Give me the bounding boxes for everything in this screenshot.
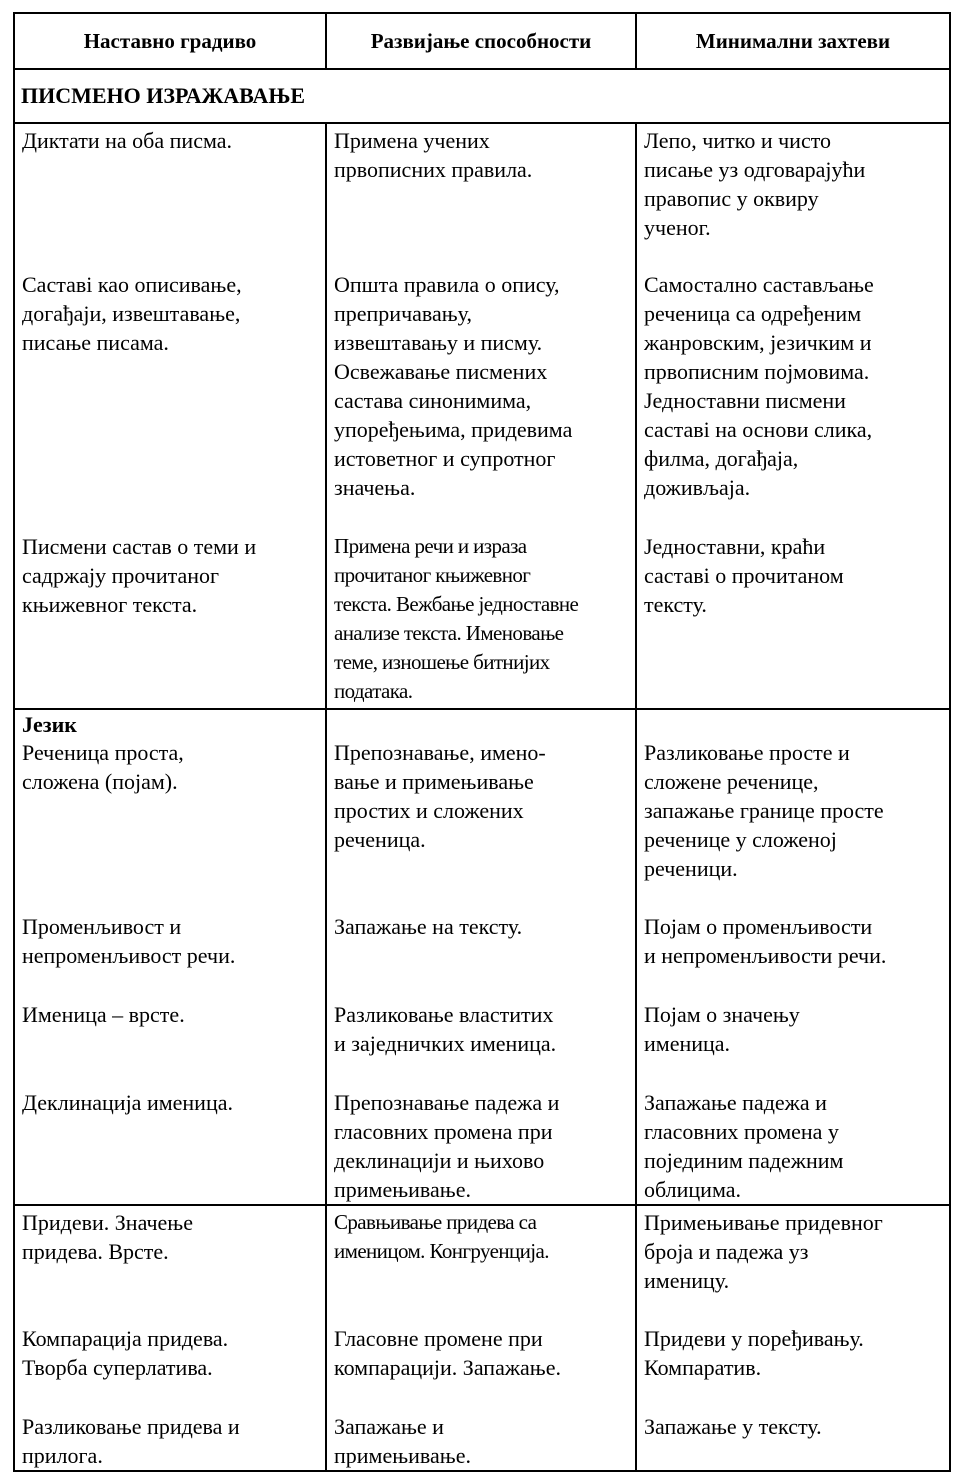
list-item: Препознавање, имено- вање и примењивање простих и сложених реченица. (334, 740, 546, 852)
block3-col3 (636, 1205, 950, 1471)
block3-col2 (326, 1205, 636, 1471)
list-item: Писмени састав о теми и садржају прочитаног књижевног текста. (22, 534, 257, 617)
list-item: Запажање и примењивање. (334, 1414, 471, 1468)
block2-col3 (636, 709, 950, 1205)
list-item: Општа правила о опису, препричавању, извештавању и писму. Освежавање писмених састава синонимима, упоређењима, придевима истоветног и супротног значења. (334, 272, 573, 500)
table-row (14, 123, 950, 709)
list-item: Примена речи и израза прочитаног књижевног текста. Вежбање једноставне анализе текста. Именовање теме, изношење битнијих података. (334, 534, 579, 703)
list-item: Придеви у поређивању. Компаратив. (644, 1326, 864, 1380)
list-item: Примењивање придевног броја и падежа уз именицу. (644, 1210, 883, 1293)
list-item: Променљивост и непроменљивост речи. (22, 914, 236, 968)
list-item: Придеви. Значење придева. Врсте. (22, 1210, 193, 1264)
list-item: Једноставни, краћи саставi о прочитаном тексту. (644, 534, 844, 617)
list-item: Деклинација именица. (22, 1090, 233, 1115)
list-item: Запажање на тексту. (334, 914, 523, 939)
list-item: Разликовање просте и сложене реченице, запажање границе просте реченице у сложеној реченици. (644, 740, 884, 881)
list-item: Самостално састављање реченица са одређеним жанровским, језичким и првописним појмовима. Једноставни писмени саставi на основи слика, филма, догађаја, доживљаја. (644, 272, 874, 500)
header-subject-matter: Наставно градиво (14, 13, 326, 69)
list-item: Реченица проста, сложена (појам). (22, 740, 184, 794)
block2-col1 (14, 709, 326, 1205)
list-item: Препознавање падежа и гласовних промена при деклинацији и њихово примењивање. (334, 1090, 560, 1202)
list-item: Именица – врсте. (22, 1002, 185, 1027)
list-item: Сравњивање придева са именицом. Конгруенција. (334, 1210, 549, 1263)
list-item: Диктати на оба писма. (22, 128, 232, 153)
header-skills-development: Развијање способности (326, 13, 636, 69)
table-row (14, 709, 950, 1205)
block1-col3 (636, 123, 950, 709)
list-item: Примена учених првописних правила. (334, 128, 533, 182)
list-item: Гласовне промене при компарацији. Запажање. (334, 1326, 561, 1380)
list-item: Појам о променљивости и непроменљивости речи. (644, 914, 887, 968)
list-item: Разликовање властитих и заједничких именица. (334, 1002, 557, 1056)
section-row (14, 69, 950, 123)
header-minimum-requirements: Минимални захтеви (636, 13, 950, 69)
block3-col1 (14, 1205, 326, 1471)
block1-col1 (14, 123, 326, 709)
list-item: Запажање у тексту. (644, 1414, 822, 1439)
table-row (14, 1205, 950, 1471)
section-title: ПИСМЕНО ИЗРАЖАВАЊЕ (14, 69, 950, 123)
block2-col2 (326, 709, 636, 1205)
list-item: Разликовање придева и прилога. (22, 1414, 240, 1468)
list-item: Саставi као описивање, догађаји, извештавање, писање писама. (22, 272, 242, 355)
subheading-language: Језик (22, 712, 77, 737)
list-item: Лепо, читко и чисто писање уз одговарајући правопис у оквиру ученог. (644, 128, 866, 240)
block1-col2 (326, 123, 636, 709)
list-item: Запажање падежа и гласовних промена у појединим падежним облицима. (644, 1090, 844, 1202)
list-item: Компарација придева. Творба суперлатива. (22, 1326, 229, 1380)
list-item: Појам о значењу именица. (644, 1002, 800, 1056)
header-row (14, 13, 950, 69)
curriculum-table (13, 12, 951, 1472)
